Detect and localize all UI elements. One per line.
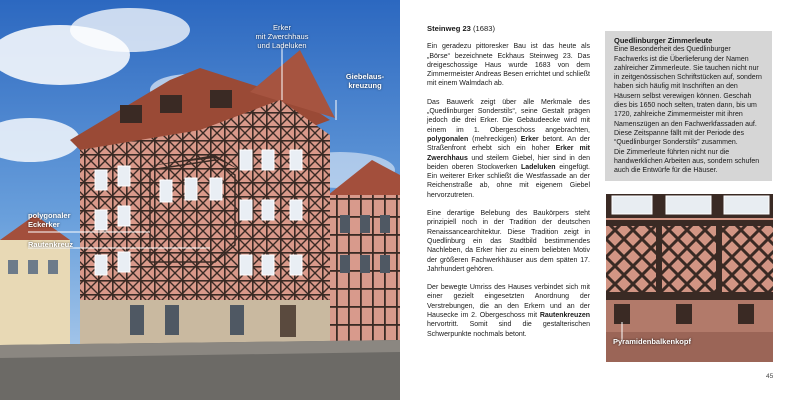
p2-text-e: betont. An der Straßenfront erhebt sich ein hoher bbox=[427, 135, 590, 153]
label-polygonaler-eckerker bbox=[28, 211, 90, 229]
info-box-title: Quedlinburger Zimmerleute bbox=[614, 36, 713, 45]
label-giebel-line-1: Giebelaus- bbox=[345, 72, 385, 81]
paragraph-2 bbox=[427, 98, 590, 200]
info-box-body-1: Eine Besonderheit des Quedlinburger Fachwerks ist die Überlieferung der Namen zahlreicher Zimmerleute. Sie tauchen nicht nur in zeitgenössischen Schriftstücken auf, sondern haben sich häufig mit Inschriften an den Häusern selbst verewigen können. Geschah dies bis 1650 noch selten, traten dann, bis um 1720, zahlreiche Zimmermeister mit ihren Namenszügen an den Fachwerkfassaden auf. Diese Zeitspanne fällt mit der Periode des “Quedlinburger Sonderstils” zusammen. bbox=[614, 46, 762, 147]
main-text-column bbox=[427, 24, 590, 348]
p2-text-a: Das Bauwerk zeigt über alle Merkmale des „Quedlinburger Sonderstils“, seine Gestalt prägen jedoch die drei Erker. Die Gebäudeecke wird mit einem im 1. Obergeschoss angebrachten, bbox=[427, 98, 590, 134]
p2-bold-polygonalen: polygonalen bbox=[427, 135, 469, 143]
heading-address: Steinweg 23 bbox=[427, 24, 471, 33]
paragraph-4 bbox=[427, 283, 590, 339]
page-number: 45 bbox=[766, 373, 774, 380]
label-pyramidenbalkenkopf: Pyramidenbalkenkopf bbox=[613, 337, 691, 346]
p2-bold-erker-zwerchhaus: Erker mit Zwerchhaus bbox=[427, 145, 590, 162]
p4-bold-rautenkreuzen: Rautenkreuzen bbox=[539, 312, 590, 320]
p2-bold-erker: Erker bbox=[520, 135, 539, 143]
paragraph-3: Eine derartige Belebung des Baukörpers steht prinzipiell noch in der Tradition der deutschen Renaissancearchitektur. Diese Tradition zeigt in Quedlinburg ein das Stadtbild bestimmendes Nachleben, da Erker hier zu einem beliebten Motiv der größeren Fachwerkhäuser aus dem späten 17. Jahrhundert gehören. bbox=[427, 210, 590, 273]
p2-text-c: (mehreckigen) bbox=[468, 135, 521, 143]
label-erker-line-1: Erker bbox=[273, 23, 291, 32]
label-rautenkreuz: Rautenkreuz bbox=[28, 240, 74, 249]
label-erker bbox=[242, 23, 322, 50]
p2-text-i: eingefügt. Ein weiterer Erker schließt die Westfassade an der Reichenstraße ab, ohne mit eigenem Giebel hervorzutreten. bbox=[427, 163, 590, 199]
p4-text-a: Der bewegte Umriss des Hauses verbindet sich mit einer gezielt eingesetzten Anordnung der Verstrebungen, die an den Erkern und an der Hausecke im 2. Obergeschoss mit bbox=[427, 284, 590, 320]
p4-text-c: hervortritt. Somit sind die gestalterischen Schwerpunkte nochmals betont. bbox=[427, 321, 590, 338]
label-giebel-line-2: kreuzung bbox=[348, 81, 382, 90]
label-giebelauskreuzung bbox=[334, 72, 396, 90]
p2-bold-ladeluken: Ladeluken bbox=[520, 163, 556, 171]
label-erker-line-2: mit Zwerchhaus bbox=[255, 32, 309, 41]
text-page bbox=[400, 0, 800, 400]
paragraph-1: Ein geradezu pittoresker Bau ist das heute als „Börse“ bezeichnete Eckhaus Steinweg 23. Das dreigeschossige Haus wurde 1683 von dem Zimmermeister Andreas Besen errichtet und schließt mit einem Walmdach ab. bbox=[427, 43, 591, 88]
heading-year: (1683) bbox=[473, 24, 495, 33]
p2-text-g: und steilem Giebel, hier sind in den beiden oberen Stockwerken bbox=[427, 154, 590, 171]
label-erker-line-3: und Ladeluken bbox=[257, 41, 307, 50]
section-heading bbox=[427, 24, 590, 33]
label-poly-line-1: polygonaler bbox=[28, 211, 71, 220]
info-box bbox=[605, 31, 772, 181]
label-poly-line-2: Eckerker bbox=[28, 220, 60, 229]
info-box-body-2: Die Zimmerleute führten nicht nur die handwerklichen Arbeiten aus, sondern schufen auch die Entwürfe für die Häuser. bbox=[614, 148, 760, 175]
